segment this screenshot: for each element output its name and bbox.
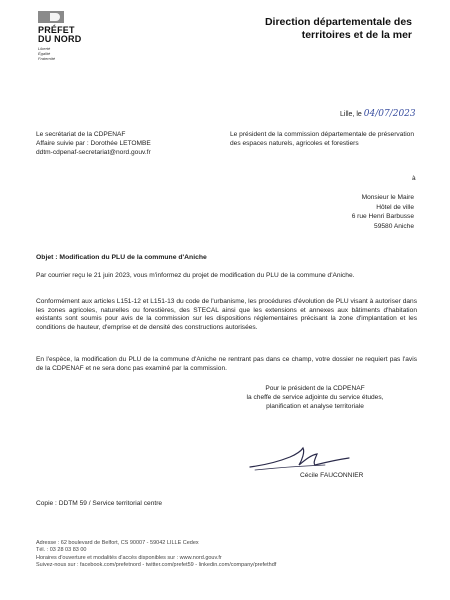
issuer-title: Le président de la commission départementale de préservation des espaces naturels, agricoles et forestiers (230, 131, 414, 147)
recipient-address (352, 193, 414, 231)
body-paragraph-3: En l'espèce, la modification du PLU de la commune d'Aniche ne rentrant pas dans ce champ, votre dossier ne requiert pas l'avis de la CDPENAF et ne sera donc pas examiné par la commission. (36, 356, 417, 372)
republic-motto (38, 46, 55, 61)
signature-block (245, 384, 385, 411)
handwritten-date: 04/07/2023 (363, 109, 416, 119)
body-paragraph-2: Conformément aux articles L151-12 et L151-13 du code de l'urbanisme, les procédures d'évolution de PLU visant à autoriser dans les zones agricoles, naturelles ou forestières, des STECAL ainsi que les extensions et annexes aux bâtiments d'habitation existants sont soumis pour avis de la commission sur les dispositions réglementaires précisant la zone d'implantation et les conditions de hauteur, d'emprise et de densité des constructions autorisées. (36, 298, 417, 331)
signer-name: Cécile FAUCONNIER (300, 472, 364, 479)
letter-subject: Objet : Modification du PLU de la commune d'Aniche (36, 254, 207, 261)
motto-liberte: Liberté (38, 46, 51, 51)
marianne-logo-icon (38, 11, 64, 23)
signature-line-3: planification et analyse territoriale (266, 403, 364, 410)
address-line: 59580 Aniche (374, 222, 414, 230)
date-prefix: Lille, le (340, 111, 362, 118)
sender-contact-person: Affaire suivie par : Dorothée LETOMBE (36, 140, 151, 147)
footer-phone: Tél. : 03 28 03 83 00 (36, 547, 87, 554)
footer-social-links[interactable]: Suivez-nous sur : facebook.com/prefetnord - twitter.com/prefet59 - linkedin.com/company/prefethdf (36, 562, 277, 569)
footer-address: Adresse : 62 boulevard de Belfort, CS 90007 - 59042 LILLE Cedex (36, 540, 199, 546)
prefet-logo-text: PRÉFET DU NORD (38, 25, 82, 44)
handwritten-signature (245, 443, 355, 475)
direction-title: Direction départementale des territoires et de la mer (264, 16, 412, 41)
address-line: Hôtel de ville (376, 203, 414, 211)
footer (36, 540, 276, 570)
sender-block (36, 130, 151, 157)
signature-line-2: la cheffe de service adjointe du service études, (246, 394, 384, 401)
signature-line-1: Pour le président de la CDPENAF (265, 385, 365, 392)
footer-hours-link[interactable]: Horaires d'ouverture et modalités d'accès disponibles sur : www.nord.gouv.fr (36, 554, 222, 561)
motto-egalite: Égalité (38, 51, 51, 56)
sender-email: ddtm-cdpenaf-secretariat@nord.gouv.fr (36, 149, 151, 156)
sender-service: Le secrétariat de la CDPENAF (36, 131, 126, 138)
address-line: 6 rue Henri Barbusse (351, 213, 414, 220)
address-line: Monsieur le Maire (361, 194, 414, 201)
letter-date (340, 109, 416, 119)
motto-fraternite: Fraternité (38, 56, 56, 61)
address-marker: à (412, 175, 416, 182)
copy-recipients: Copie : DDTM 59 / Service territorial centre (36, 500, 163, 507)
body-paragraph-1: Par courrier reçu le 21 juin 2023, vous m'informez du projet de modification du PLU de la commune d'Aniche. (36, 272, 355, 279)
